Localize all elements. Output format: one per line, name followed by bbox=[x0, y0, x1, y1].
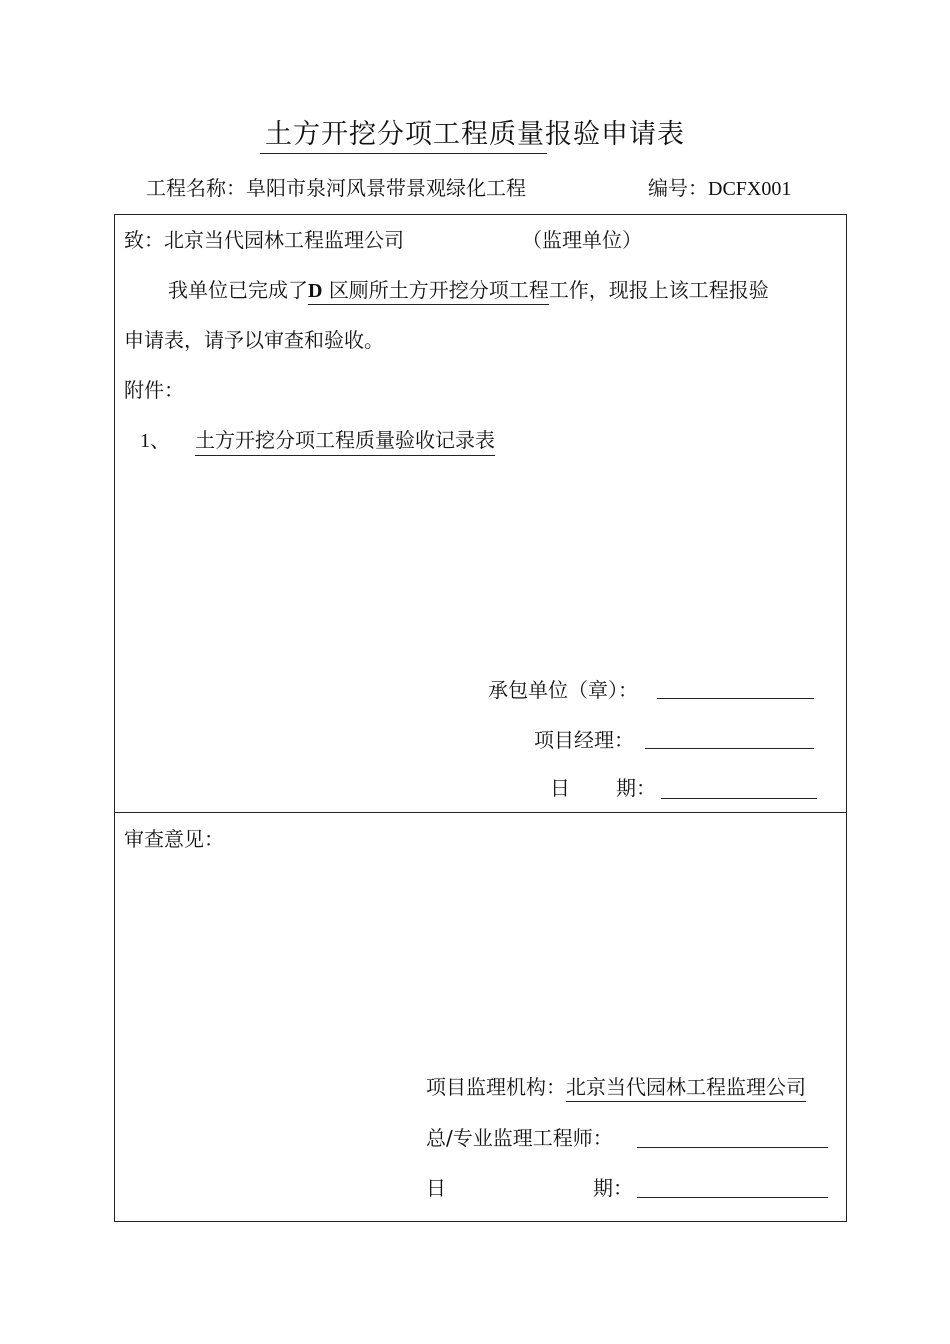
project-label: 工程名称： bbox=[146, 176, 246, 200]
body-suffix: 工作，现报上该工程报验 bbox=[548, 278, 769, 302]
number-value: DCFX001 bbox=[708, 178, 792, 200]
application-date-label-2: 期： bbox=[616, 776, 656, 800]
project-name-row bbox=[146, 172, 526, 201]
review-date-line bbox=[637, 1197, 828, 1198]
manager-signature-line bbox=[645, 748, 814, 749]
title-underline bbox=[260, 153, 547, 154]
completed-work bbox=[308, 278, 549, 305]
attachment-index: 1、 bbox=[140, 430, 170, 452]
review-date-label-2: 期： bbox=[593, 1176, 633, 1200]
to-label: 致： bbox=[124, 228, 164, 252]
page-title: 土方开挖分项工程质量报验申请表 bbox=[265, 119, 685, 150]
application-body-line1 bbox=[168, 274, 769, 303]
project-name: 阜阳市泉河风景带景观绿化工程 bbox=[246, 176, 526, 200]
agency-label: 项目监理机构： bbox=[426, 1075, 566, 1099]
manager-label: 项目经理： bbox=[534, 728, 634, 752]
body-prefix: 我单位已完成了 bbox=[168, 278, 308, 302]
zone-letter: D bbox=[308, 280, 323, 302]
work-description: 区厕所土方开挖分项工程 bbox=[328, 278, 549, 302]
to-company: 北京当代园林工程监理公司 bbox=[164, 228, 404, 252]
number-label: 编号： bbox=[648, 176, 708, 200]
contractor-label: 承包单位（章）： bbox=[488, 678, 638, 702]
agency-value: 北京当代园林工程监理公司 bbox=[566, 1075, 806, 1102]
document-number-row bbox=[648, 172, 791, 201]
attachment-label: 附件： bbox=[124, 378, 184, 402]
to-role: （监理单位） bbox=[522, 228, 642, 252]
section-divider bbox=[114, 812, 847, 813]
engineer-label: 总/专业监理工程师： bbox=[426, 1126, 613, 1150]
agency-row bbox=[426, 1071, 806, 1100]
attachment-name: 土方开挖分项工程质量验收记录表 bbox=[195, 424, 495, 456]
application-date-label-1: 日 bbox=[550, 776, 570, 800]
review-opinion-label: 审查意见： bbox=[124, 827, 224, 851]
addressee-row bbox=[124, 224, 404, 253]
engineer-signature-line bbox=[637, 1147, 828, 1148]
contractor-signature-line bbox=[657, 698, 814, 699]
application-date-line bbox=[661, 798, 817, 799]
review-date-label-1: 日 bbox=[426, 1176, 446, 1200]
application-body-line2: 申请表，请予以审查和验收。 bbox=[124, 328, 384, 352]
